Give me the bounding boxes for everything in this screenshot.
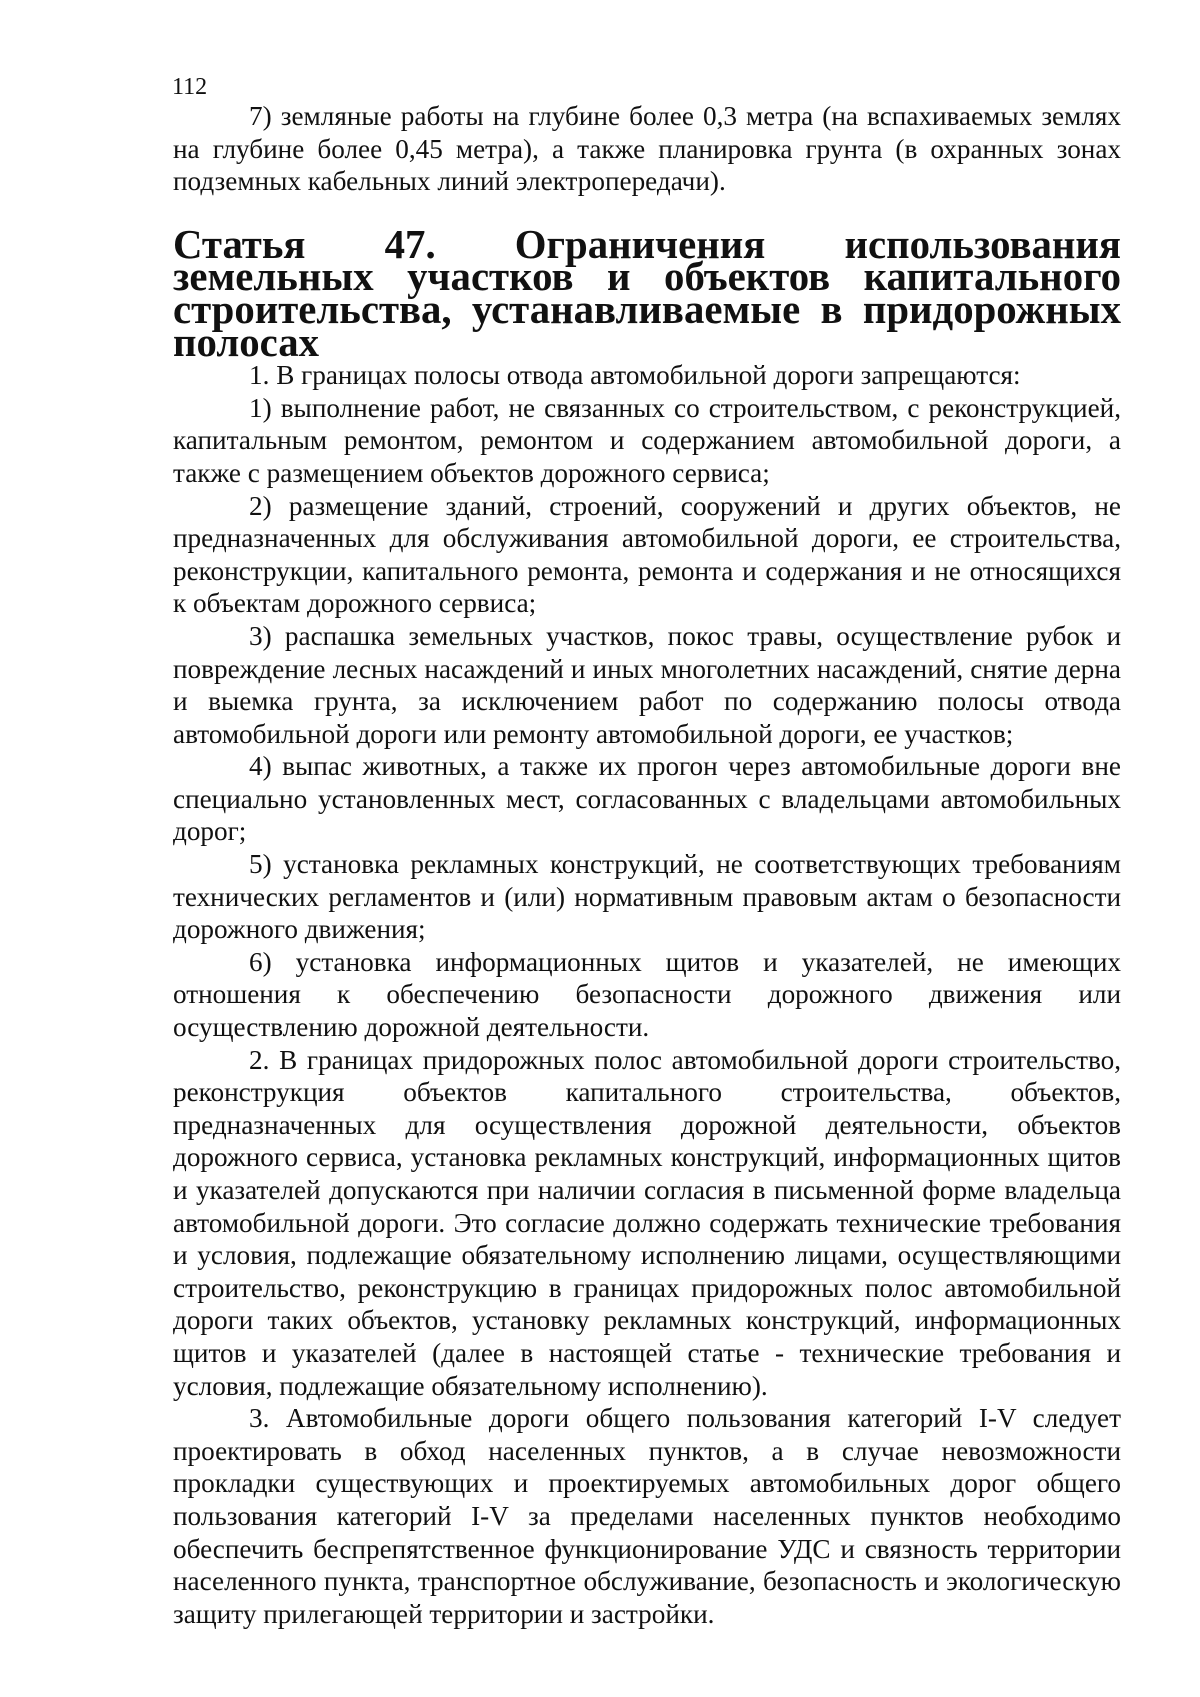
- list-item: 6) установка информационных щитов и указателей, не имеющих отношения к обеспечению безопасности дорожного движения или осуществлению дорожной деятельности.: [173, 946, 1121, 1043]
- document-body: [173, 100, 1121, 1630]
- paragraph-3: 3. Автомобильные дороги общего пользования категорий I-V следует проектировать в обход населенных пунктов, а в случае невозможности прокладки существующих и проектируемых автомобильных дорог общего пользования категорий I-V за пределами населенных пунктов необходимо обеспечить беспрепятственное функционирование УДС и связность территории населенного пункта, транспортное обслуживание, безопасность и экологическую защиту прилегающей территории и застройки.: [173, 1403, 1121, 1629]
- list-item: 5) установка рекламных конструкций, не соответствующих требованиям технических регламентов и (или) нормативным правовым актам о безопасности дорожного движения;: [173, 849, 1121, 945]
- list-item: 2) размещение зданий, строений, сооружений и других объектов, не предназначенных для обслуживания автомобильной дороги, ее строительства, реконструкции, капитального ремонта, ремонта и содержания и не относящихся к объектам дорожного сервиса;: [173, 490, 1121, 619]
- list-item: 1) выполнение работ, не связанных со строительством, с реконструкцией, капитальным ремонтом, ремонтом и содержанием автомобильной дороги, а также с размещением объектов дорожного сервиса;: [173, 392, 1121, 488]
- paragraph-1-lead: 1. В границах полосы отвода автомобильной дороги запрещаются:: [249, 360, 1021, 391]
- list-item: 3) распашка земельных участков, покос травы, осуществление рубок и повреждение лесных насаждений и иных многолетних насаждений, снятие дерна и выемка грунта, за исключением работ по содержанию полосы отвода автомобильной дороги или ремонту автомобильной дороги, ее участков;: [173, 620, 1121, 749]
- article-47-title: Статья 47. Ограничения использования земельных участков и объектов капитального строительства, устанавливаемые в придорожных полосах: [173, 221, 1121, 365]
- paragraph-2: 2. В границах придорожных полос автомобильной дороги строительство, реконструкция объектов капитального строительства, объектов, предназначенных для осуществления дорожной деятельности, объектов дорожного сервиса, установка рекламных конструкций, информационных щитов и указателей допускаются при наличии согласия в письменной форме владельца автомобильной дороги. Это согласие должно содержать технические требования и условия, подлежащие обязательному исполнению лицами, осуществляющими строительство, реконструкцию в границах придорожных полос автомобильной дороги таких объектов, установку рекламных конструкций, информационных щитов и указателей (далее в настоящей статье - технические требования и условия, подлежащие обязательному исполнению).: [173, 1044, 1121, 1401]
- paragraph-item-7: 7) земляные работы на глубине более 0,3 метра (на вспахиваемых землях на глубине более 0,45 метра), а также планировка грунта (в охранных зонах подземных кабельных линий электропередачи).: [173, 101, 1121, 197]
- list-item: 4) выпас животных, а также их прогон через автомобильные дороги вне специально установленных мест, согласованных с владельцами автомобильных дорог;: [173, 751, 1121, 847]
- page-number: 112: [172, 74, 208, 100]
